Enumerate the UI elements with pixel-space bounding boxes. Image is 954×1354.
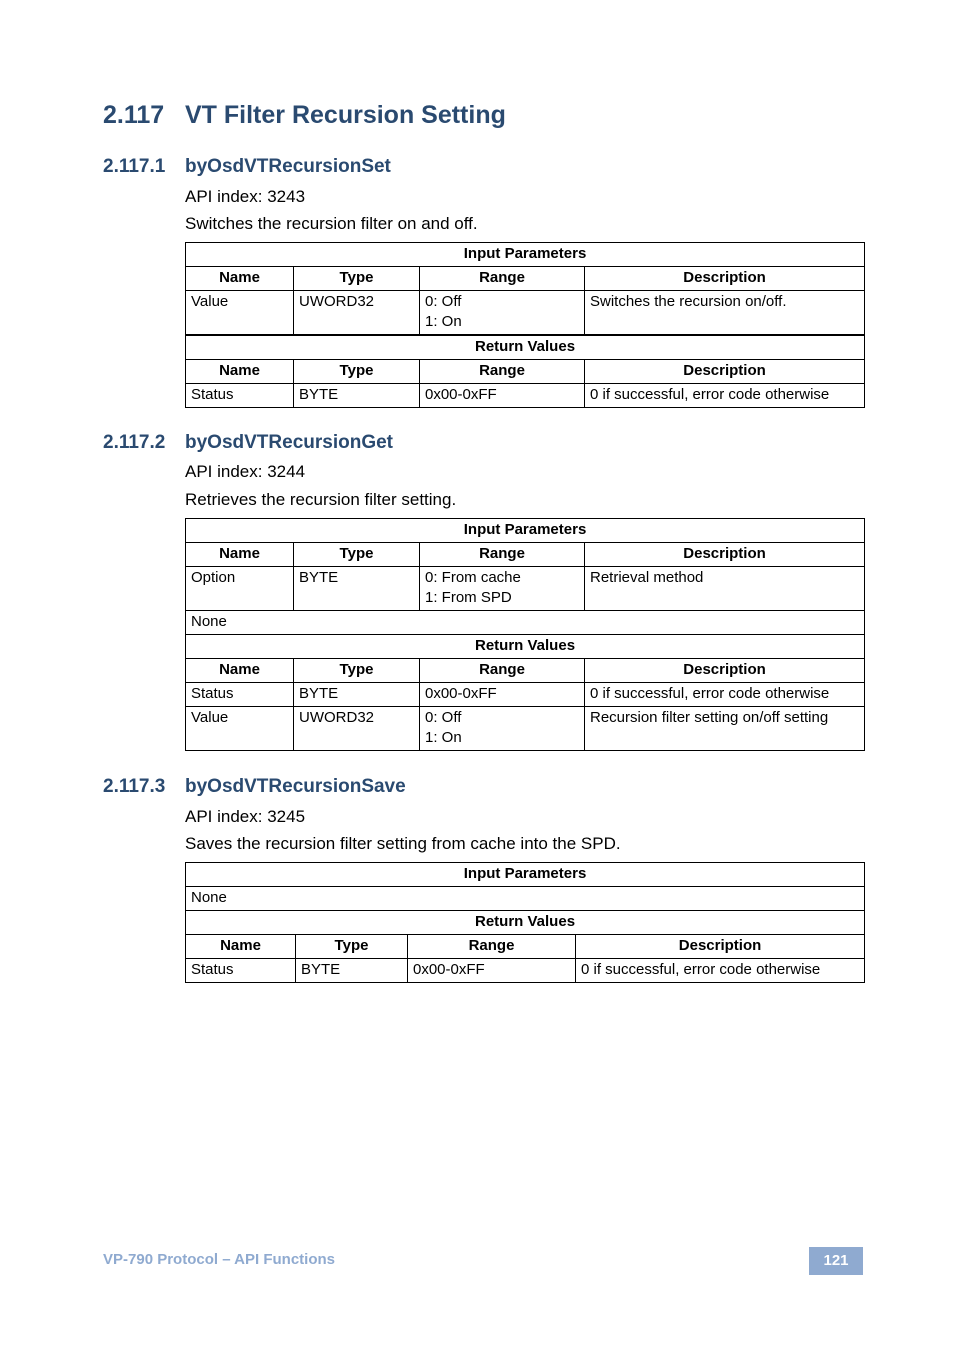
cell-range <box>420 567 585 611</box>
api-index: API index: 3245 <box>185 807 306 826</box>
return-values-header: Return Values <box>186 335 865 360</box>
column-header: Name <box>186 360 294 384</box>
footer-title: VP-790 Protocol – API Functions <box>103 1251 335 1268</box>
cell-name: Value <box>186 707 294 751</box>
input-parameters-header: Input Parameters <box>186 863 865 887</box>
column-header: Description <box>585 267 865 291</box>
parameters-table-3 <box>185 862 865 983</box>
column-header: Description <box>585 659 865 683</box>
column-header: Description <box>585 543 865 567</box>
return-values-header: Return Values <box>186 635 865 659</box>
cell-type: BYTE <box>294 384 420 408</box>
parameters-table-2 <box>185 518 865 751</box>
column-header: Name <box>186 935 296 959</box>
column-header: Type <box>296 935 408 959</box>
subsection-number: 2.117.1 <box>103 156 166 177</box>
cell-type: UWORD32 <box>294 291 420 336</box>
column-header: Range <box>420 659 585 683</box>
cell-name: Status <box>186 384 294 408</box>
table-row <box>186 611 865 635</box>
cell-description: Recursion filter setting on/off setting <box>585 707 865 751</box>
column-header: Range <box>420 360 585 384</box>
return-values-header: Return Values <box>186 911 865 935</box>
range-line: 1: From SPD <box>425 589 512 606</box>
cell-name: Value <box>186 291 294 336</box>
range-line: 0: Off <box>425 709 462 726</box>
column-header: Type <box>294 360 420 384</box>
cell-type: BYTE <box>296 959 408 983</box>
table-row <box>186 291 865 336</box>
description: Switches the recursion filter on and off. <box>185 214 478 233</box>
cell-name: Status <box>186 683 294 707</box>
table-row <box>186 384 865 408</box>
range-line: 1: On <box>425 313 462 330</box>
range-line: 1: On <box>425 729 462 746</box>
table-row <box>186 683 865 707</box>
subsection-title: byOsdVTRecursionSet <box>185 156 391 177</box>
subsection-title: byOsdVTRecursionGet <box>185 432 393 453</box>
cell-range: 0x00-0xFF <box>408 959 576 983</box>
cell-description: 0 if successful, error code otherwise <box>576 959 865 983</box>
cell-name: Option <box>186 567 294 611</box>
page-number: 121 <box>809 1247 863 1275</box>
cell-none: None <box>186 887 865 911</box>
column-header: Type <box>294 267 420 291</box>
subsection-heading-3 <box>103 776 406 798</box>
column-header: Description <box>576 935 865 959</box>
column-header: Name <box>186 659 294 683</box>
cell-type: UWORD32 <box>294 707 420 751</box>
subsection-number: 2.117.3 <box>103 776 166 797</box>
description: Saves the recursion filter setting from cache into the SPD. <box>185 834 621 853</box>
section-title: VT Filter Recursion Setting <box>185 101 506 129</box>
column-header: Range <box>420 267 585 291</box>
cell-type: BYTE <box>294 683 420 707</box>
cell-range: 0x00-0xFF <box>420 384 585 408</box>
cell-range: 0x00-0xFF <box>420 683 585 707</box>
api-index: API index: 3244 <box>185 462 306 481</box>
input-parameters-header: Input Parameters <box>186 519 865 543</box>
column-header: Type <box>294 659 420 683</box>
column-header: Description <box>585 360 865 384</box>
input-parameters-header: Input Parameters <box>186 243 865 267</box>
cell-range <box>420 291 585 336</box>
table-row <box>186 707 865 751</box>
cell-description: Switches the recursion on/off. <box>585 291 865 336</box>
table-row <box>186 567 865 611</box>
subsection-heading-2 <box>103 432 393 454</box>
table-row <box>186 959 865 983</box>
description: Retrieves the recursion filter setting. <box>185 490 457 509</box>
column-header: Name <box>186 267 294 291</box>
cell-description: 0 if successful, error code otherwise <box>585 683 865 707</box>
range-line: 0: Off <box>425 293 462 310</box>
column-header: Name <box>186 543 294 567</box>
subsection-heading-1 <box>103 156 391 178</box>
cell-description: 0 if successful, error code otherwise <box>585 384 865 408</box>
table-row <box>186 887 865 911</box>
range-line: 0: From cache <box>425 569 521 586</box>
parameters-table-1 <box>185 242 865 408</box>
column-header: Range <box>420 543 585 567</box>
api-index: API index: 3243 <box>185 187 306 206</box>
column-header: Range <box>408 935 576 959</box>
cell-none: None <box>186 611 865 635</box>
cell-range <box>420 707 585 751</box>
section-number: 2.117 <box>103 101 165 129</box>
cell-type: BYTE <box>294 567 420 611</box>
section-heading <box>103 101 506 130</box>
cell-name: Status <box>186 959 296 983</box>
subsection-number: 2.117.2 <box>103 432 166 453</box>
subsection-title: byOsdVTRecursionSave <box>185 776 406 797</box>
column-header: Type <box>294 543 420 567</box>
cell-description: Retrieval method <box>585 567 865 611</box>
